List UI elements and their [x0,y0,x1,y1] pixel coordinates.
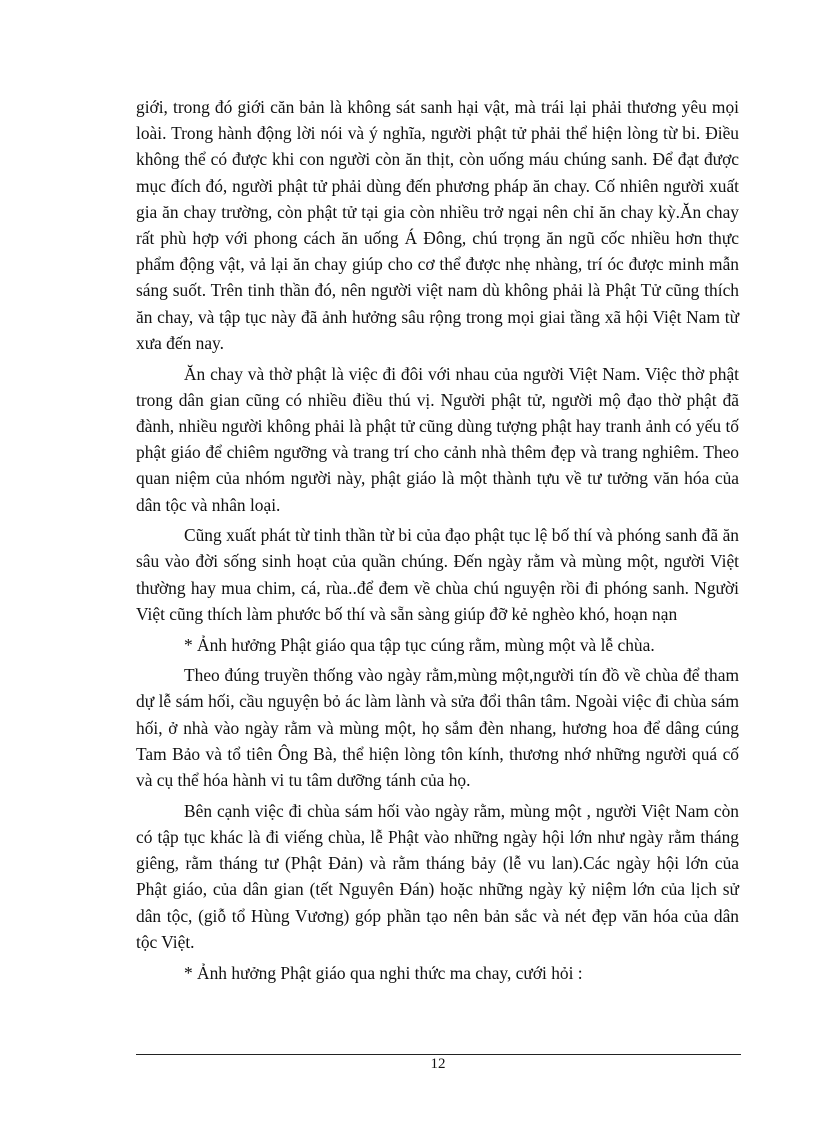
document-body [136,94,739,990]
section-heading: * Ảnh hưởng Phật giáo qua nghi thức ma chay, cưới hỏi : [184,962,583,983]
footer-divider [136,1054,741,1055]
paragraph: giới, trong đó giới căn bản là không sát sanh hại vật, mà trái lại phải thương yêu mọi loài. Trong hành động lời nói và ý nghĩa, người phật tử phải thể hiện lòng từ bi. Điều không thể có được khi con người còn ăn thịt, còn uống máu chúng sanh. Để đạt được mục đích đó, người phật tử phải dùng đến phương pháp ăn chay. Cố nhiên người xuất gia ăn chay trường, còn phật tử tại gia còn nhiều trở ngại nên chỉ ăn chay kỳ.Ăn chay rất phù hợp với phong cách ăn uống Á Đông, chú trọng ăn ngũ cốc nhiều hơn thực phẩm động vật, vả lại ăn chay giúp cho cơ thể được nhẹ nhàng, trí óc được minh mẫn sáng suốt. Trên tinh thần đó, nên người việt nam dù không phải là Phật Tử cũng thích ăn chay, và tập tục này đã ảnh hưởng sâu rộng trong mọi giai tầng xã hội Việt Nam từ xưa đến nay. [136,97,739,353]
paragraph: Cũng xuất phát từ tinh thần từ bi của đạo phật tục lệ bố thí và phóng sanh đã ăn sâu vào đời sống sinh hoạt của quần chúng. Đến ngày rằm và mùng một, người Việt thường hay mua chim, cá, rùa..để đem về chùa chú nguyện rồi đi phóng sanh. Người Việt cũng thích làm phước bố thí và sẵn sàng giúp đỡ kẻ nghèo khó, hoạn nạn [136,525,739,624]
paragraph: Theo đúng truyền thống vào ngày rằm,mùng một,người tín đồ về chùa để tham dự lễ sám hối, cầu nguyện bỏ ác làm lành và sửa đổi thân tâm. Ngoài việc đi chùa sám hối, ở nhà vào ngày rằm và mùng một, họ sắm đèn nhang, hương hoa để dâng cúng Tam Bảo và tổ tiên Ông Bà, thể hiện lòng tôn kính, thương nhớ những người quá cố và cụ thể hóa hành vi tu tâm dưỡng tánh của họ. [136,665,739,791]
section-heading: * Ảnh hưởng Phật giáo qua tập tục cúng rằm, mùng một và lễ chùa. [184,634,655,655]
paragraph: Bên cạnh việc đi chùa sám hối vào ngày rằm, mùng một , người Việt Nam còn có tập tục khác là đi viếng chùa, lễ Phật vào những ngày hội lớn như ngày rằm tháng giêng, rằm tháng tư (Phật Đản) và rằm tháng bảy (lễ vu lan).Các ngày hội lớn của Phật giáo, của dân gian (tết Nguyên Đán) hoặc những ngày kỷ niệm lớn của lịch sử dân tộc, (giỗ tổ Hùng Vương) góp phần tạo nên bản sắc và nét đẹp văn hóa của dân tộc Việt. [136,800,739,952]
page-number: 12 [430,1056,446,1072]
paragraph: Ăn chay và thờ phật là việc đi đôi với nhau của người Việt Nam. Việc thờ phật trong dân gian cũng có nhiều điều thú vị. Người phật tử, người mộ đạo thờ phật đã đành, nhiều người không phải là phật tử cũng dùng tượng phật hay tranh ảnh có yếu tố phật giáo để chiêm ngưỡng và trang trí cho cảnh nhà thêm đẹp và trang nghiêm. Theo quan niệm của nhóm người này, phật giáo là một thành tựu về tư tưởng văn hóa của dân tộc và nhân loại. [136,363,739,515]
